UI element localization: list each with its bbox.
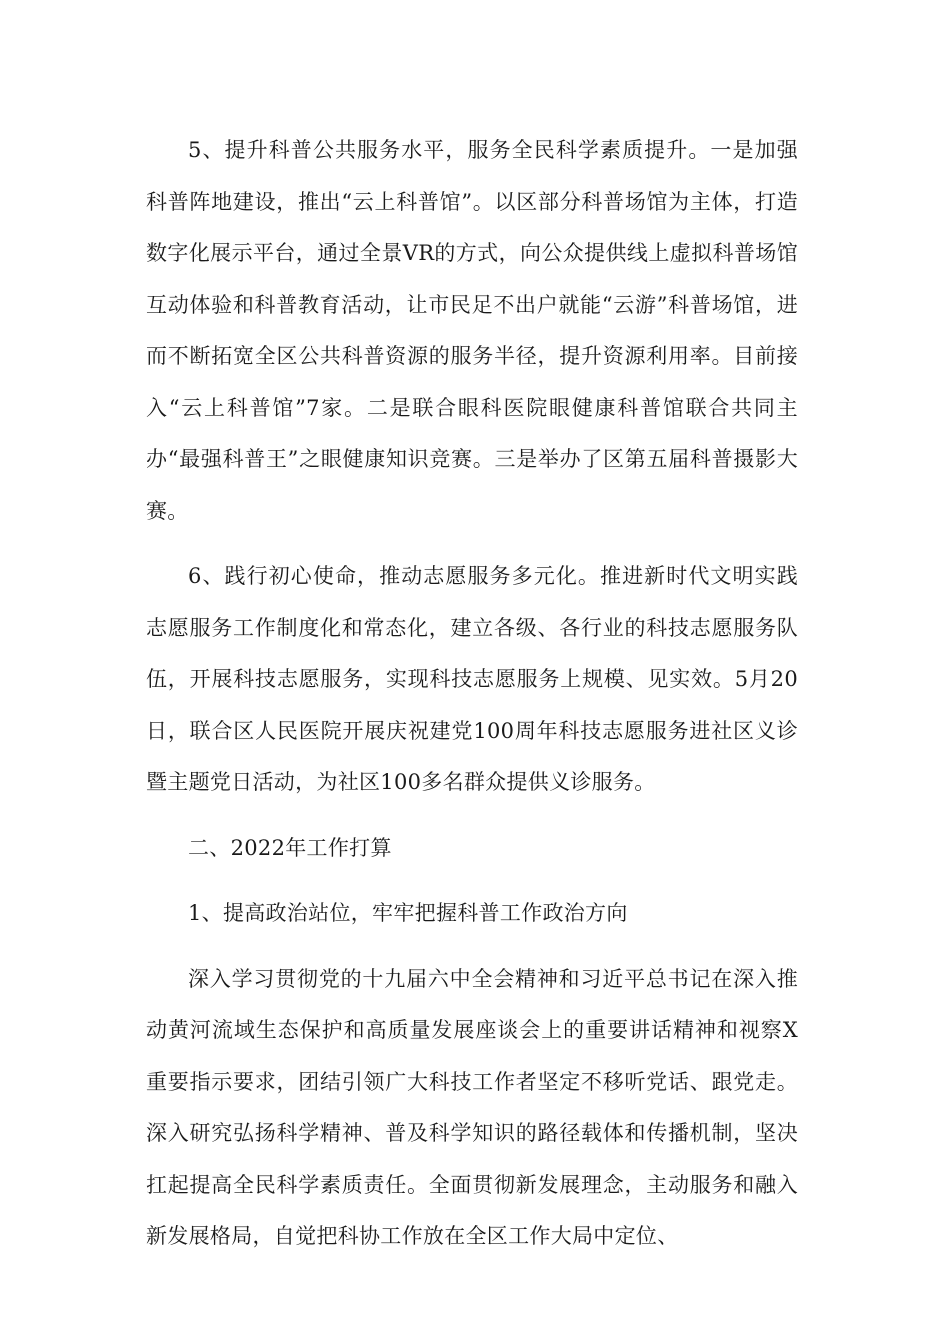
paragraph-study-spirit: 深入学习贯彻党的十九届六中全会精神和习近平总书记在深入推动黄河流域生态保护和高质量发展座谈会上的重要讲话精神和视察X重要指示要求，团结引领广大科技工作者坚定不移听党话、跟党走。深入研究弘扬科学精神、普及科学知识的路径载体和传播机制，坚决扛起提高全民科学素质责任。全面贯彻新发展理念，主动服务和融入新发展格局，自觉把科协工作放在全区工作大局中定位、	[146, 966, 798, 1248]
paragraph-gap	[146, 874, 798, 888]
paragraph-gap	[146, 809, 798, 823]
section-heading-2022-plan: 二、2022年工作打算	[188, 835, 392, 860]
paragraph-gap	[146, 940, 798, 954]
subheading-political-direction: 1、提高政治站位，牢牢把握科普工作政治方向	[188, 901, 628, 925]
paragraph-gap	[146, 537, 798, 551]
paragraph-volunteer-services: 6、践行初心使命，推动志愿服务多元化。推进新时代文明实践志愿服务工作制度化和常态化，建立各级、各行业的科技志愿服务队伍，开展科技志愿服务，实现科技志愿服务上规模、见实效。5月20日，联合区人民医院开展庆祝建党100周年科技志愿服务进社区义诊暨主题党日活动，为社区100多名群众提供义诊服务。	[146, 564, 798, 794]
document-body	[146, 125, 798, 1263]
paragraph-science-services: 5、提升科普公共服务水平，服务全民科学素质提升。一是加强科普阵地建设，推出“云上科普馆”。以区部分科普场馆为主体，打造数字化展示平台，通过全景VR的方式，向公众提供线上虚拟科普场馆互动体验和科普教育活动，让市民足不出户就能“云游”科普场馆，进而不断拓宽全区公共科普资源的服务半径，提升资源利用率。目前接入“云上科普馆”7家。二是联合眼科医院眼健康科普馆联合共同主办“最强科普王”之眼健康知识竞赛。三是举办了区第五届科普摄影大赛。	[146, 138, 798, 523]
